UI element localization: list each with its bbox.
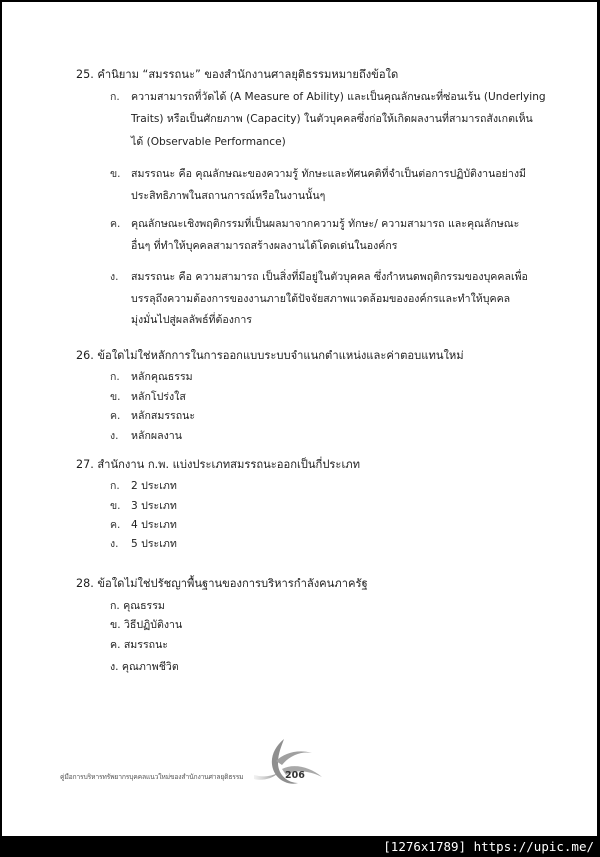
q25-option-d-line-2: บรรลุถึงความต้องการของงานภายใต้ปัจจัยสภาพแวดล้อมขององค์กรและทำให้บุคคล [131, 293, 511, 305]
q25-option-c-line-2: อื่นๆ ที่ทำให้บุคคลสามารถสร้างผลงานได้โดดเด่นในองค์กร [131, 240, 398, 252]
swoosh-logo-icon [254, 735, 334, 799]
q25-option-c-marker: ค. [110, 218, 121, 230]
q26-option-b-marker: ข. [110, 391, 121, 403]
question-27-heading: 27. สำนักงาน ก.พ. แบ่งประเภทสมรรถนะออกเป็นกี่ประเภท [76, 458, 361, 471]
question-28-heading: 28. ข้อใดไม่ใช่ปรัชญาพื้นฐานของการบริหารกำลังคนภาครัฐ [76, 577, 368, 590]
question-26-heading: 26. ข้อใดไม่ใช่หลักการในการออกแบบระบบจำแนกตำแหน่งและค่าตอบแทนใหม่ [76, 349, 464, 362]
q26-option-c: หลักสมรรถนะ [131, 410, 196, 422]
q28-option-a: ก. คุณธรรม [110, 600, 165, 612]
q25-option-b-line-2: ประสิทธิภาพในสถานการณ์หรือในงานนั้นๆ [131, 190, 326, 202]
q27-option-c-marker: ค. [110, 519, 121, 531]
q28-option-b: ข. วิธีปฏิบัติงาน [110, 619, 183, 631]
q25-option-d-line-3: มุ่งมั่นไปสู่ผลลัพธ์ที่ต้องการ [131, 314, 252, 326]
q26-option-a-marker: ก. [110, 371, 120, 383]
q26-option-d: หลักผลงาน [131, 430, 182, 442]
q25-option-a-line-3: ได้ (Observable Performance) [131, 136, 286, 148]
q25-option-a-line-1: ความสามารถที่วัดได้ (A Measure of Ability) และเป็นคุณลักษณะที่ซ่อนเร้น (Underlying [131, 91, 546, 103]
q25-option-b-line-1: สมรรถนะ คือ คุณลักษณะของความรู้ ทักษะและทัศนคติที่จำเป็นต่อการปฏิบัติงานอย่างมี [131, 168, 526, 180]
q27-option-d-marker: ง. [110, 538, 119, 550]
footer-book-title: คู่มือการบริหารทรัพยากรบุคคลแนวใหม่ของสำนักงานศาลยุติธรรม [60, 773, 244, 781]
q25-option-d-line-1: สมรรถนะ คือ ความสามารถ เป็นสิ่งที่มีอยู่ในตัวบุคคล ซึ่งกำหนดพฤติกรรมของบุคคลเพื่อ [131, 271, 528, 283]
q28-option-d: ง. คุณภาพชีวิต [110, 661, 179, 673]
q28-option-c: ค. สมรรถนะ [110, 639, 168, 651]
document-page [2, 2, 597, 836]
q27-option-a-marker: ก. [110, 480, 120, 492]
q27-option-a: 2 ประเภท [131, 480, 177, 492]
q25-option-d-marker: ง. [110, 271, 119, 283]
q26-option-c-marker: ค. [110, 410, 121, 422]
q25-option-a-marker: ก. [110, 91, 120, 103]
q25-option-c-line-1: คุณลักษณะเชิงพฤติกรรมที่เป็นผลมาจากความรู้ ทักษะ/ ความสามารถ และคุณลักษณะ [131, 218, 520, 230]
q27-option-d: 5 ประเภท [131, 538, 177, 550]
q27-option-c: 4 ประเภท [131, 519, 177, 531]
q27-option-b-marker: ข. [110, 500, 121, 512]
q25-option-b-marker: ข. [110, 168, 121, 180]
page-number: 206 [285, 770, 305, 781]
image-host-watermark: [1276x1789] https://upic.me/ [383, 839, 594, 854]
question-25-heading: 25. คำนิยาม “สมรรถนะ” ของสำนักงานศาลยุติธรรมหมายถึงข้อใด [76, 68, 399, 81]
q26-option-b: หลักโปร่งใส [131, 391, 186, 403]
q27-option-b: 3 ประเภท [131, 500, 177, 512]
q26-option-a: หลักคุณธรรม [131, 371, 193, 383]
q25-option-a-line-2: Traits) หรือเป็นศักยภาพ (Capacity) ในตัวบุคคลซึ่งก่อให้เกิดผลงานที่สามารถสังเกตเห็น [131, 113, 533, 125]
q26-option-d-marker: ง. [110, 430, 119, 442]
